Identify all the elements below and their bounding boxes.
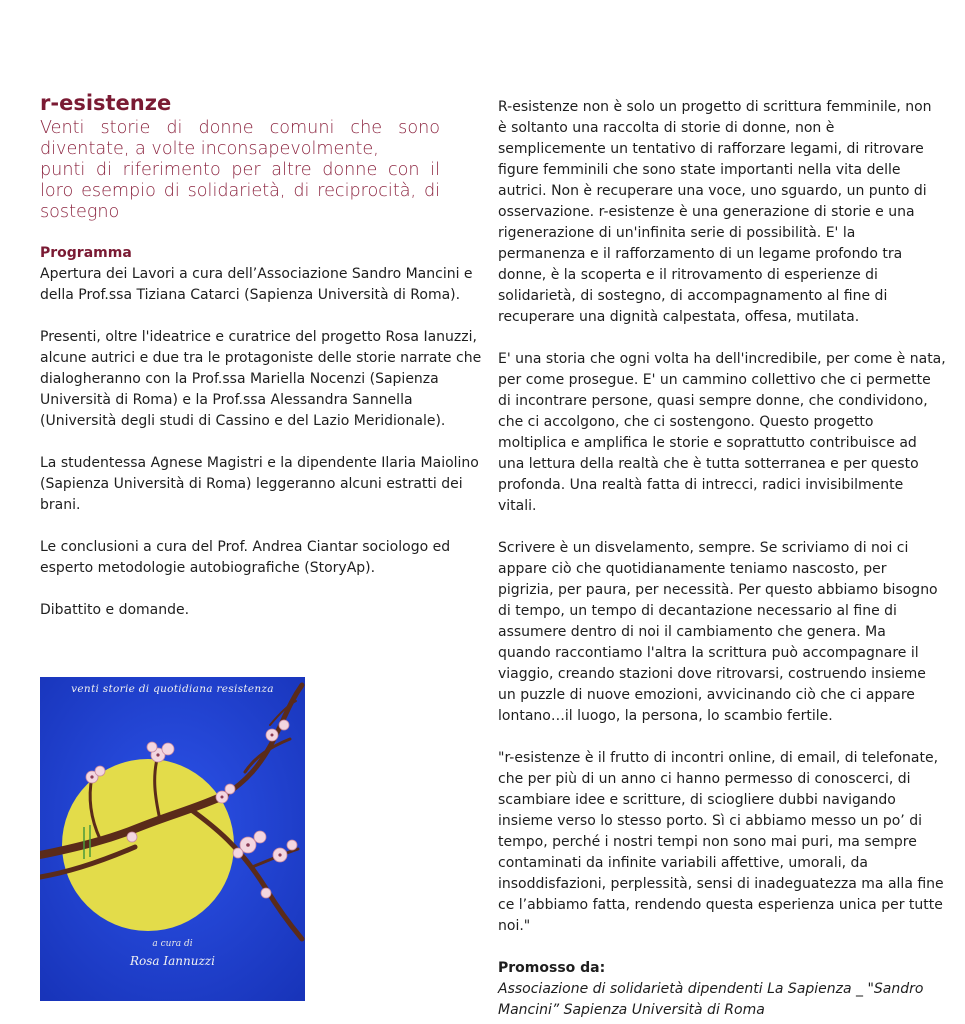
text-line: solidarietà, di sostegno, di accompagnamento al fine di	[498, 288, 888, 304]
subtitle-line: Venti storie di donne comuni che sono	[40, 118, 440, 138]
text-line: rigenerazione di un'infinita serie di possibilità. E' la	[498, 225, 856, 241]
text-line: semplicemente un tentativo di rafforzare legami, di ritrovare	[498, 141, 924, 157]
text-line: moltiplica e amplifica le storie e soprattutto contribuisce ad	[498, 435, 917, 451]
text-line: che per più di un anno ci hanno permesso di conoscerci, di	[498, 771, 911, 787]
text-line: Associazione di solidarietà dipendenti La Sapienza _ "Sandro	[498, 981, 924, 997]
cover-author-text: Rosa Iannuzzi	[130, 954, 215, 968]
text-line: profonda. Una realtà fatta di intrecci, radici invisibilmente	[498, 477, 904, 493]
program-paragraph	[40, 600, 440, 621]
text-line: dialogheranno con la Prof.ssa Mariella Nocenzi (Sapienza	[40, 371, 439, 387]
right-column	[498, 97, 946, 1021]
text-line: (Università degli studi di Cassino e del Lazio Meridionale).	[40, 413, 446, 429]
event-subtitle	[40, 118, 440, 223]
promoter-text	[498, 979, 938, 1021]
program-body	[40, 264, 482, 621]
text-line: Università di Roma) e la Prof.ssa Alessandra Sannella	[40, 392, 413, 408]
quote-paragraph	[498, 748, 944, 937]
text-line: Presenti, oltre l'ideatrice e curatrice del progetto Rosa Ianuzzi,	[40, 329, 477, 345]
text-line: scambiare idee e scritture, di sciogliere dubbi navigando	[498, 792, 896, 808]
left-column	[40, 88, 482, 642]
text-line: insoddisfazioni, perplessità, sensi di inadeguatezza ma alla fine	[498, 876, 944, 892]
text-line: autrici. Non è recuperare una voce, uno sguardo, un punto di	[498, 183, 927, 199]
text-line: di tempo, un tempo di decantazione necessario al fine di	[498, 603, 897, 619]
text-line: alcune autrici e due tra le protagoniste delle storie narrate che	[40, 350, 482, 366]
text-line: Apertura dei Lavori a cura dell’Associazione Sandro Mancini e	[40, 266, 473, 282]
text-line: brani.	[40, 497, 81, 513]
description-paragraph	[498, 349, 946, 517]
text-line: figure femminili che sono state importanti nella vita delle	[498, 162, 901, 178]
text-line: Dibattito e domande.	[40, 602, 190, 618]
program-paragraph	[40, 537, 451, 579]
promoter-heading: Promosso da:	[498, 960, 606, 976]
text-line: per come prosegue. E' un cammino collettivo che ci permette	[498, 372, 931, 388]
text-line: (Sapienza Università di Roma) leggeranno alcuni estratti dei	[40, 476, 463, 492]
text-line: esperto metodologie autobiografiche (StoryAp).	[40, 560, 376, 576]
text-line: E' una storia che ogni volta ha dell'incredibile, per come è nata,	[498, 351, 946, 367]
event-title: r-esistenze	[40, 91, 172, 115]
description-paragraph	[498, 538, 938, 727]
text-line: viaggio, creando stazioni dove ritrovarsi, costruendo insieme	[498, 666, 926, 682]
text-line: assumere dentro di noi il cambiamento che genera. Ma	[498, 624, 886, 640]
text-line: noi."	[498, 918, 531, 934]
program-heading: Programma	[40, 245, 132, 261]
text-line: della Prof.ssa Tiziana Catarci (Sapienza Università di Roma).	[40, 287, 461, 303]
text-line: un puzzle di nuove emozioni, avvicinando ciò che ci appare	[498, 687, 915, 703]
subtitle-line: sostegno	[40, 202, 120, 222]
text-line: vitali.	[498, 498, 537, 514]
text-line: ce l’abbiamo fatta, rendendo questa esperienza unica per tutte	[498, 897, 943, 913]
cover-cura-text: a cura di	[152, 939, 193, 949]
text-line: lontano…il luogo, la persona, lo scambio fertile.	[498, 708, 833, 724]
program-paragraph	[40, 453, 479, 516]
program-paragraph	[40, 264, 473, 306]
cover-top-text: venti storie di quotidiana resistenza	[71, 683, 274, 695]
text-line: una lettura della realtà che è tutta sotterranea e per questo	[498, 456, 919, 472]
text-line: quando raccontiamo l'altra la scrittura può accompagnare il	[498, 645, 919, 661]
text-line: contaminati da infinite variabili affettive, umorali, da	[498, 855, 868, 871]
program-paragraph	[40, 327, 482, 432]
subtitle-line: loro esempio di solidarietà, di reciprocità, di	[40, 181, 440, 201]
text-line: che ci accolgono, che ci sostengono. Questo progetto	[498, 414, 874, 430]
cover-artwork	[40, 677, 305, 1001]
text-line: insieme verso lo stesso porto. Sì ci abbiamo messo un po’ di	[498, 813, 922, 829]
subtitle-line: punti di riferimento per altre donne con il	[40, 160, 440, 180]
text-line: di incontrare persone, quasi sempre donne, che condividono,	[498, 393, 928, 409]
text-line: pigrizia, per paura, per necessità. Per questo abbiamo bisogno	[498, 582, 938, 598]
text-line: permanenza e il rafforzamento di un legame profondo tra	[498, 246, 903, 262]
text-line: Le conclusioni a cura del Prof. Andrea Ciantar sociologo ed	[40, 539, 451, 555]
text-line: recuperare una dignità calpestata, offesa, mutilata.	[498, 309, 860, 325]
text-line: è soltanto una raccolta di storie di donne, non è	[498, 120, 835, 136]
text-line: Scrivere è un disvelamento, sempre. Se scriviamo di noi ci	[498, 540, 909, 556]
text-line: La studentessa Agnese Magistri e la dipendente Ilaria Maiolino	[40, 455, 479, 471]
text-line: "r-esistenze è il frutto di incontri online, di email, di telefonate,	[498, 750, 939, 766]
text-line: R-esistenze non è solo un progetto di scrittura femminile, non	[498, 99, 932, 115]
book-cover-image	[40, 677, 305, 1001]
text-line: appare ciò che quotidianamente teniamo nascosto, per	[498, 561, 887, 577]
text-line: donne, è la scoperta e il ritrovamento di esperienze di	[498, 267, 878, 283]
subtitle-line: diventate, a volte inconsapevolmente,	[40, 139, 379, 159]
description-paragraph	[498, 97, 938, 328]
text-line: tempo, perché i nostri tempi non sono mai puri, ma sempre	[498, 834, 917, 850]
text-line: osservazione. r-esistenze è una generazione di storie e una	[498, 204, 915, 220]
text-line: Mancini” Sapienza Università di Roma	[498, 1002, 765, 1018]
